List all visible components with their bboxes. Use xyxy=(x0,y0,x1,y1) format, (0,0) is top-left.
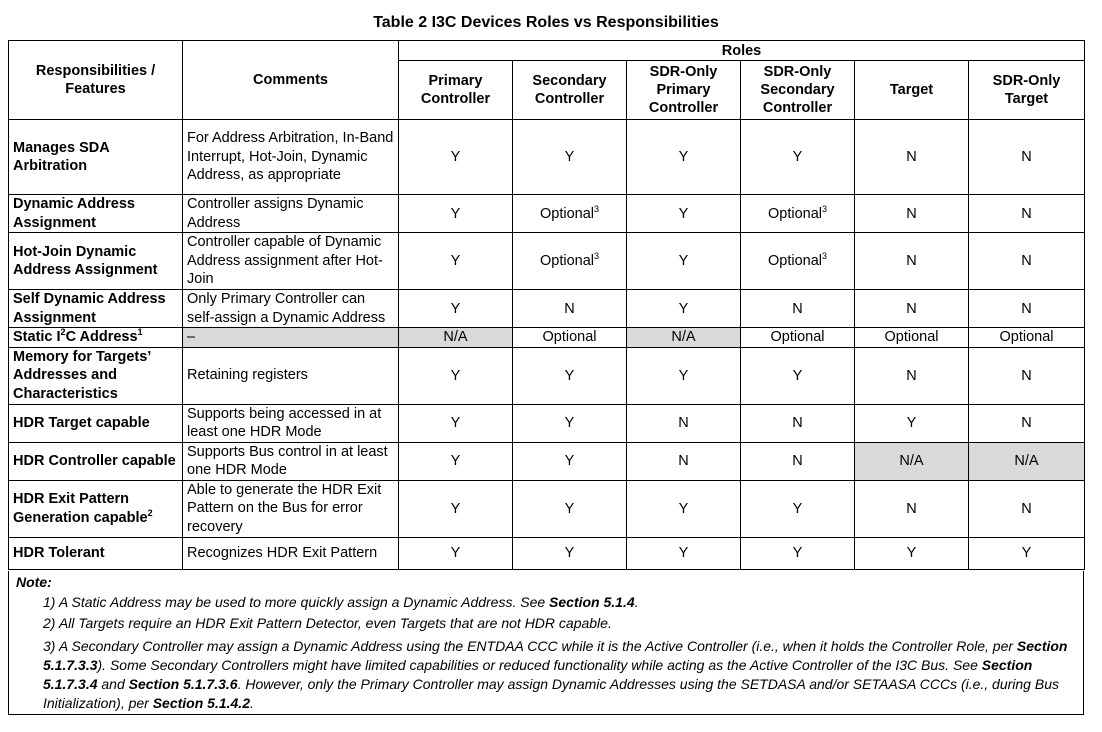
feature-cell: Static $I^2C$ Address$^1$ xyxy=(9,328,183,348)
value-cell: Optional xyxy=(969,328,1085,348)
value-cell: N xyxy=(969,404,1085,442)
table-row xyxy=(9,290,1085,328)
value-cell: Y xyxy=(399,120,513,195)
table-title: Table 2 I3C Devices Roles vs Responsibilities xyxy=(373,14,719,31)
value-cell: Y xyxy=(741,120,855,195)
header-role: SDR-Only Primary Controller xyxy=(627,61,741,120)
value-cell: N/A xyxy=(855,442,969,480)
value-cell: Y xyxy=(399,442,513,480)
table-row xyxy=(9,442,1085,480)
value-cell: Optional$^3$ xyxy=(513,233,627,290)
feature-cell: Self Dynamic Address Assignment xyxy=(9,290,183,328)
header-features: Responsibilities / Features xyxy=(9,41,183,120)
value-cell: Y xyxy=(513,404,627,442)
value-cell: N xyxy=(969,290,1085,328)
comment-cell: For Address Arbitration, In-Band Interrupt, Hot-Join, Dynamic Address, as appropriate xyxy=(183,120,399,195)
value-cell: N xyxy=(969,195,1085,233)
comment-cell: Only Primary Controller can self-assign a Dynamic Address xyxy=(183,290,399,328)
table-row xyxy=(9,537,1085,569)
feature-cell: Memory for Targets’ Addresses and Characteristics xyxy=(9,347,183,404)
value-cell: Y xyxy=(741,347,855,404)
value-cell: N/A xyxy=(627,328,741,348)
comment-cell: Controller capable of Dynamic Address assignment after Hot-Join xyxy=(183,233,399,290)
value-cell: Y xyxy=(513,537,627,569)
feature-cell: HDR Target capable xyxy=(9,404,183,442)
value-cell: N xyxy=(969,480,1085,537)
value-cell: Optional$^3$ xyxy=(741,233,855,290)
header-role: Secondary Controller xyxy=(513,61,627,120)
value-cell: Y xyxy=(399,347,513,404)
value-cell: Y xyxy=(741,480,855,537)
header-role: Primary Controller xyxy=(399,61,513,120)
value-cell: N/A xyxy=(969,442,1085,480)
value-cell: Y xyxy=(399,195,513,233)
value-cell: Y xyxy=(399,233,513,290)
comment-cell: – xyxy=(183,328,399,348)
value-cell: Y xyxy=(855,537,969,569)
value-cell: Y xyxy=(627,537,741,569)
note-1: 1) A Static Address may be used to more quickly assign a Dynamic Address. See Section 5.1.4. xyxy=(43,594,639,610)
feature-cell: Hot-Join Dynamic Address Assignment xyxy=(9,233,183,290)
value-cell: Optional xyxy=(741,328,855,348)
value-cell: N xyxy=(741,404,855,442)
value-cell: Y xyxy=(741,537,855,569)
value-cell: N xyxy=(855,195,969,233)
value-cell: N xyxy=(855,480,969,537)
table-row xyxy=(9,480,1085,537)
roles-table xyxy=(8,40,1085,570)
note-3: 3) A Secondary Controller may assign a Dynamic Address using the ENTDAA CCC while it is the Active Controller (i.e., when it holds the Controller Role, per Section 5.1.7.3.3). Some Secondary Controllers might have limited capabilities or reduced functionality while acting as the Active Controller of the I3C Bus. See Section 5.1.7.3.4 and Section 5.1.7.3.6. However, only the Primary Controller may assign Dynamic Addresses using the SETDASA and/or SETAASA CCCs (i.e., during Bus Initialization), per Section 5.1.4.2. xyxy=(43,638,1068,711)
feature-cell: HDR Controller capable xyxy=(9,442,183,480)
header-role: SDR-Only Secondary Controller xyxy=(741,61,855,120)
value-cell: Optional$^3$ xyxy=(513,195,627,233)
header-role: SDR-Only Target xyxy=(969,61,1085,120)
value-cell: N xyxy=(969,347,1085,404)
value-cell: Y xyxy=(627,233,741,290)
feature-cell: HDR Tolerant xyxy=(9,537,183,569)
comment-cell: Supports Bus control in at least one HDR Mode xyxy=(183,442,399,480)
table-row xyxy=(9,233,1085,290)
value-cell: N xyxy=(741,442,855,480)
value-cell: N xyxy=(855,290,969,328)
note-2: 2) All Targets require an HDR Exit Pattern Detector, even Targets that are not HDR capable. xyxy=(43,615,612,631)
value-cell: N xyxy=(741,290,855,328)
table-row xyxy=(9,120,1085,195)
comment-cell: Recognizes HDR Exit Pattern xyxy=(183,537,399,569)
value-cell: Y xyxy=(513,442,627,480)
table-row xyxy=(9,404,1085,442)
value-cell: Y xyxy=(627,195,741,233)
comment-cell: Able to generate the HDR Exit Pattern on the Bus for error recovery xyxy=(183,480,399,537)
note-label: Note: xyxy=(16,574,52,590)
value-cell: Y xyxy=(399,537,513,569)
value-cell: N xyxy=(855,120,969,195)
comment-cell: Controller assigns Dynamic Address xyxy=(183,195,399,233)
table-row xyxy=(9,195,1085,233)
header-role: Target xyxy=(855,61,969,120)
table-row xyxy=(9,328,1085,348)
value-cell: Y xyxy=(627,120,741,195)
value-cell: Optional xyxy=(855,328,969,348)
comment-cell: Supports being accessed in at least one HDR Mode xyxy=(183,404,399,442)
value-cell: Y xyxy=(513,347,627,404)
header-comments: Comments xyxy=(183,41,399,120)
value-cell: Y xyxy=(513,120,627,195)
value-cell: Optional$^3$ xyxy=(741,195,855,233)
value-cell: Y xyxy=(399,290,513,328)
value-cell: Y xyxy=(969,537,1085,569)
value-cell: N xyxy=(513,290,627,328)
header-roles: Roles xyxy=(399,41,1085,61)
value-cell: Y xyxy=(513,480,627,537)
table-row xyxy=(9,347,1085,404)
value-cell: N xyxy=(855,347,969,404)
value-cell: N xyxy=(855,233,969,290)
value-cell: N xyxy=(627,442,741,480)
value-cell: Optional xyxy=(513,328,627,348)
value-cell: Y xyxy=(855,404,969,442)
value-cell: Y xyxy=(399,404,513,442)
value-cell: N xyxy=(969,233,1085,290)
value-cell: Y xyxy=(627,347,741,404)
feature-cell: Manages SDA Arbitration xyxy=(9,120,183,195)
feature-cell: Dynamic Address Assignment xyxy=(9,195,183,233)
feature-cell: HDR Exit Pattern Generation capable$^2$ xyxy=(9,480,183,537)
comment-cell: Retaining registers xyxy=(183,347,399,404)
value-cell: N xyxy=(627,404,741,442)
value-cell: N/A xyxy=(399,328,513,348)
value-cell: Y xyxy=(399,480,513,537)
notes-box xyxy=(8,571,1084,715)
value-cell: N xyxy=(969,120,1085,195)
value-cell: Y xyxy=(627,290,741,328)
value-cell: Y xyxy=(627,480,741,537)
